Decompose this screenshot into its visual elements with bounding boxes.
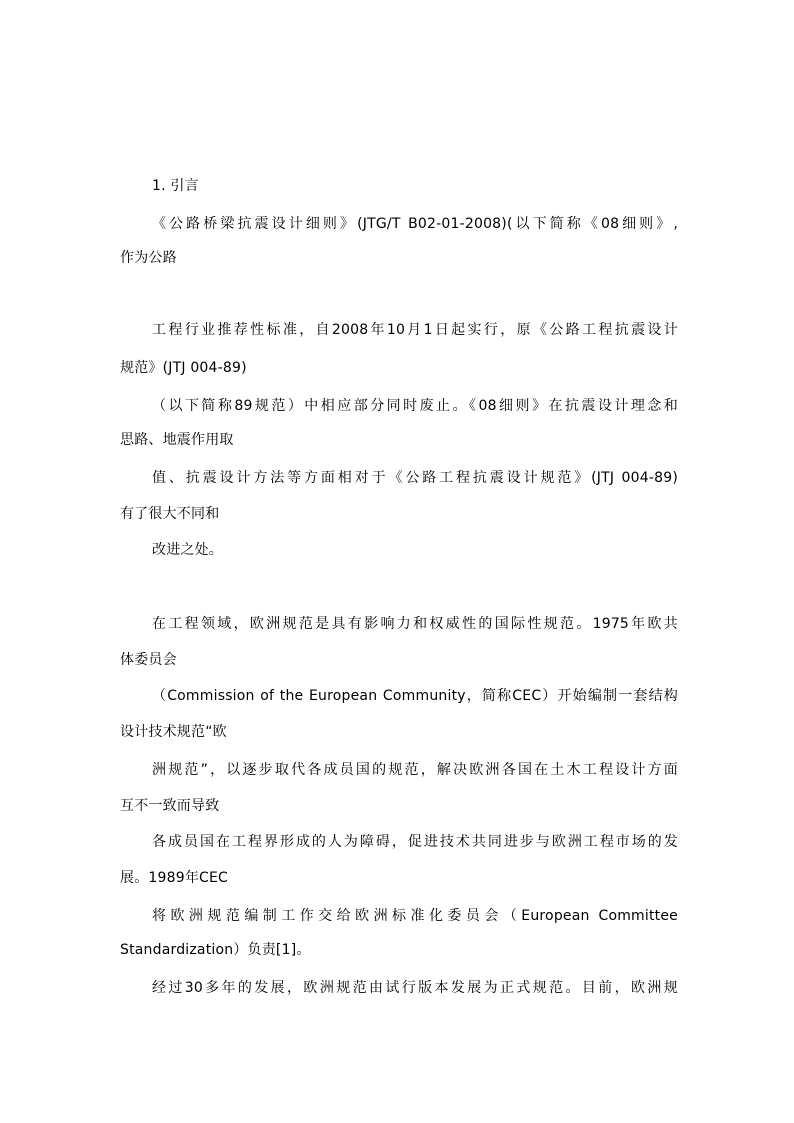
paragraph-line: 工程行业推荐性标准，自2008年10月1日起实行，原《公路工程抗震设计 (152, 322, 678, 338)
paragraph-line: 经过30多年的发展，欧洲规范由试行版本发展为正式规范。目前，欧洲规 (152, 980, 678, 996)
paragraph-line: 《公路桥梁抗震设计细则》(JTG/T B02-01-2008)(以下简称《08细则》, (152, 216, 678, 232)
paragraph-line: 规范》(JTJ 004-89) (120, 360, 247, 376)
paragraph-line: 体委员会 (120, 652, 177, 668)
paragraph-line: 互不一致而导致 (120, 798, 220, 814)
paragraph-line: 思路、地震作用取 (120, 432, 234, 448)
paragraph-line: 改进之处。 (152, 542, 223, 558)
section-heading: 1. 引言 (152, 178, 199, 194)
paragraph-line: Standardization）负责[1]。 (120, 942, 311, 958)
paragraph-line: （Commission of the European Community，简称CEC）开始编制一套结构 (152, 688, 678, 704)
paragraph-line: 有了很大不同和 (120, 506, 220, 522)
paragraph-line: 各成员国在工程界形成的人为障碍，促进技术共同进步与欧洲工程市场的发 (152, 834, 678, 850)
paragraph-line: 将欧洲规范编制工作交给欧洲标准化委员会（European Committee (152, 908, 678, 924)
paragraph-line: 洲规范”，以逐步取代各成员国的规范，解决欧洲各国在土木工程设计方面 (152, 762, 678, 778)
paragraph-line: 展。1989年CEC (120, 870, 229, 886)
paragraph-line: 作为公路 (120, 250, 177, 266)
paragraph-line: 值、抗震设计方法等方面相对于《公路工程抗震设计规范》(JTJ 004-89) (152, 470, 678, 486)
paragraph-line: 在工程领域，欧洲规范是具有影响力和权威性的国际性规范。1975年欧共 (152, 616, 678, 632)
paragraph-line: 设计技术规范“欧 (120, 724, 227, 740)
paragraph-line: （以下简称89规范）中相应部分同时废止。《08细则》在抗震设计理念和 (152, 398, 678, 414)
